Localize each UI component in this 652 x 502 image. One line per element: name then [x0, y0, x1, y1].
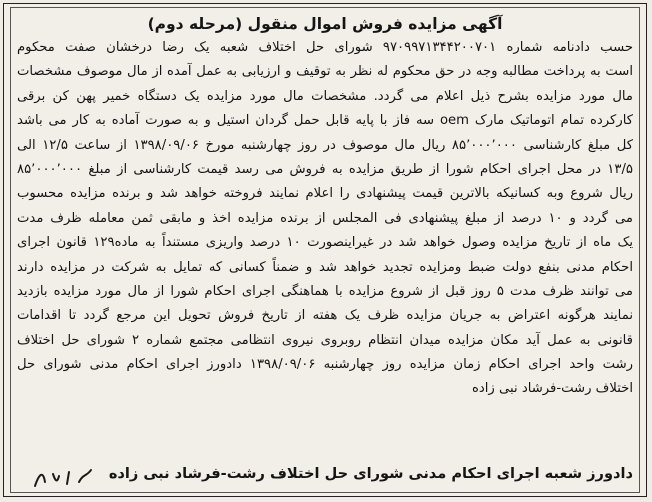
notice-line-1: حسب دادنامه شماره ۹۷۰۹۹۷۱۳۴۴۲۰۰۷۰۱ شورای حل اختلاف شعبه یک رضا درخشان صفت محکوم [17, 40, 633, 55]
notice-line-6: ۱۳/۵ در محل اجرای احکام شورا از طریق مزایده به فروش می رسد قیمت کارشناسی از مبلغ ۸۵٬۰۰۰٬۰۰۰ [17, 161, 633, 177]
notice-frame [3, 3, 647, 497]
notice-line-2: است به پرداخت مطالبه وجه در حق محکوم له نظر به توقیف و ارزیابی به عمل آمده از مال موصوف مشخصات [17, 64, 633, 80]
notice-line-10: احکام مدنی بنفع دولت ضبط ومزایده تجدید خواهد شد و ضمناً کسانی که تمایل به شرکت در مزایده دارند [17, 259, 633, 275]
notice-line-4: کارکرده تمام اتوماتیک مارک oem سه فاز با پایه قابل حمل گردان استیل و به صورت آماده به کار می باشد [17, 113, 633, 129]
notice-line-8: می گردد و ۱۰ درصد از مبلغ پیشنهادی فی المجلس از برنده مزایده اخذ و مابقی ثمن معامله ظرف مدت [17, 210, 633, 226]
notice-line-7: ریال شروع وبه کسانیکه بالاترین قیمت پیشنهادی را اعلام نمایند فروخته خواهد شد و برنده مزایده محسوب [17, 186, 633, 202]
notice-line-15: اختلاف رشت-فرشاد نبی زاده [471, 381, 633, 397]
notice-line-5: کل مبلغ کارشناسی ۸۵٬۰۰۰٬۰۰۰ ریال مال موصوف در روز چهارشنبه مورخ ۱۳۹۸/۰۹/۰۶ از ساعت ۱۲/۵ الی [17, 137, 633, 153]
handwritten-signature [29, 460, 99, 490]
notice-line-12: نمایند هرگونه اعتراض به جریان مزایده ظرف یک هفته از تاریخ فروش تحویل این مرجع گردد تا اقدامات [17, 308, 633, 324]
notice-title: آگهی مزایده فروش اموال منقول (مرحله دوم) [147, 15, 503, 33]
notice-line-11: می توانند ظرف مدت ۵ روز قبل از شروع مزایده با هماهنگی اجرای احکام شورا از مال مورد مزایده بازدید [17, 283, 633, 299]
notice-line-14: رشت واحد اجرای احکام زمان مزایده روز چهارشنبه ۱۳۹۸/۰۹/۰۶ دادورز اجرای احکام مدنی شورای حل [17, 357, 633, 373]
notice-line-9: یک ماه از تاریخ مزایده وصول خواهد شد در غیراینصورت ۱۰ درصد واریزی مستنداً به ماده۱۲۹ قانون اجرای [17, 235, 633, 251]
notice-line-3: مال مورد مزایده بشرح ذیل اعلام می گردد. مشخصات مال مورد مزایده یک دستگاه خمیر پهن کن برقی [17, 88, 633, 104]
notice-inner-border [10, 7, 640, 493]
notice-body [17, 36, 633, 402]
notice-footer-signatory: دادورز شعبه اجرای احکام مدنی شورای حل اختلاف رشت-فرشاد نبی زاده [108, 465, 633, 482]
notice-line-13: قانونی به عمل آید مکان مزایده میدان انتظام روبروی نیروی انتظامی مجتمع شماره ۲ شورای حل اختلاف [17, 332, 633, 348]
